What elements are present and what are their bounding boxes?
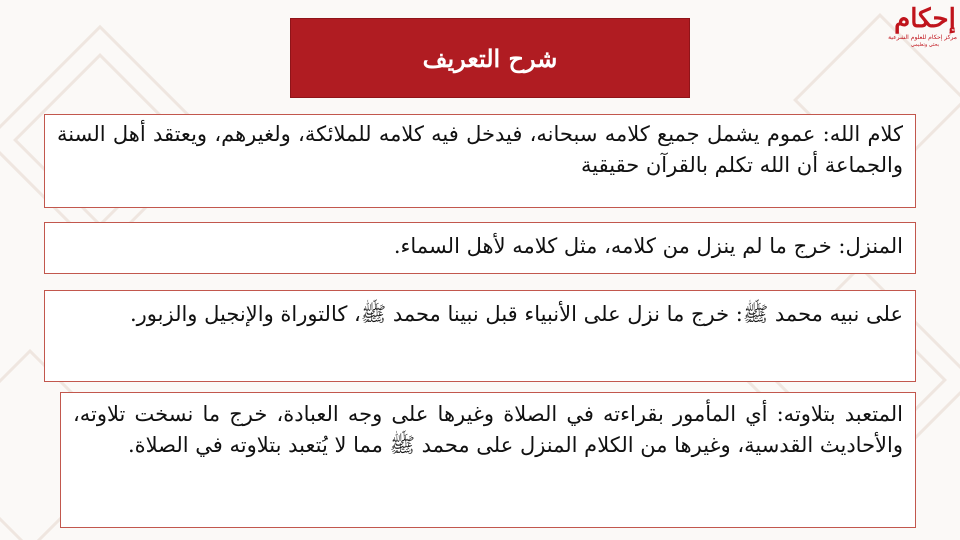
definition-box-munazzal	[44, 222, 916, 274]
definition-box-mutaabbad	[60, 392, 916, 528]
title-banner	[290, 18, 690, 98]
definition-box-kalam-allah	[44, 114, 916, 208]
logo-subtitle: مركز إحكام للعلوم الشرعية	[888, 34, 957, 41]
logo-word: إحكام	[894, 4, 956, 34]
paragraph-text: على نبيه محمد ﷺ: خرج ما نزل على الأنبياء قبل نبينا محمد ﷺ، كالتوراة والإنجيل والزبور.	[129, 302, 903, 326]
paragraph-text: كلام الله: عموم يشمل جميع كلامه سبحانه، فيدخل فيه كلامه للملائكة، ولغيرهم، ويعتقد أهل السنة والجماعة أن الله تكلم بالقرآن حقيقية	[57, 122, 903, 177]
paragraph-text: المنزل: خرج ما لم ينزل من كلامه، مثل كلامه لأهل السماء.	[393, 234, 903, 258]
logo	[888, 4, 957, 60]
definition-box-ala-nabiyyihi	[44, 290, 916, 382]
page-title: شرح التعريف	[422, 43, 558, 73]
paragraph-text: المتعبد بتلاوته: أي المأمور بقراءته في الصلاة وغيرها على وجه العبادة، خرج ما نسخت تلاوته، والأحاديث القدسية، وغيرها من الكلام المنزل على محمد ﷺ مما لا يُتعبد بتلاوته في الصلاة.	[73, 402, 903, 457]
logo-subtitle-2: بحثي وتعليمي	[910, 42, 940, 48]
